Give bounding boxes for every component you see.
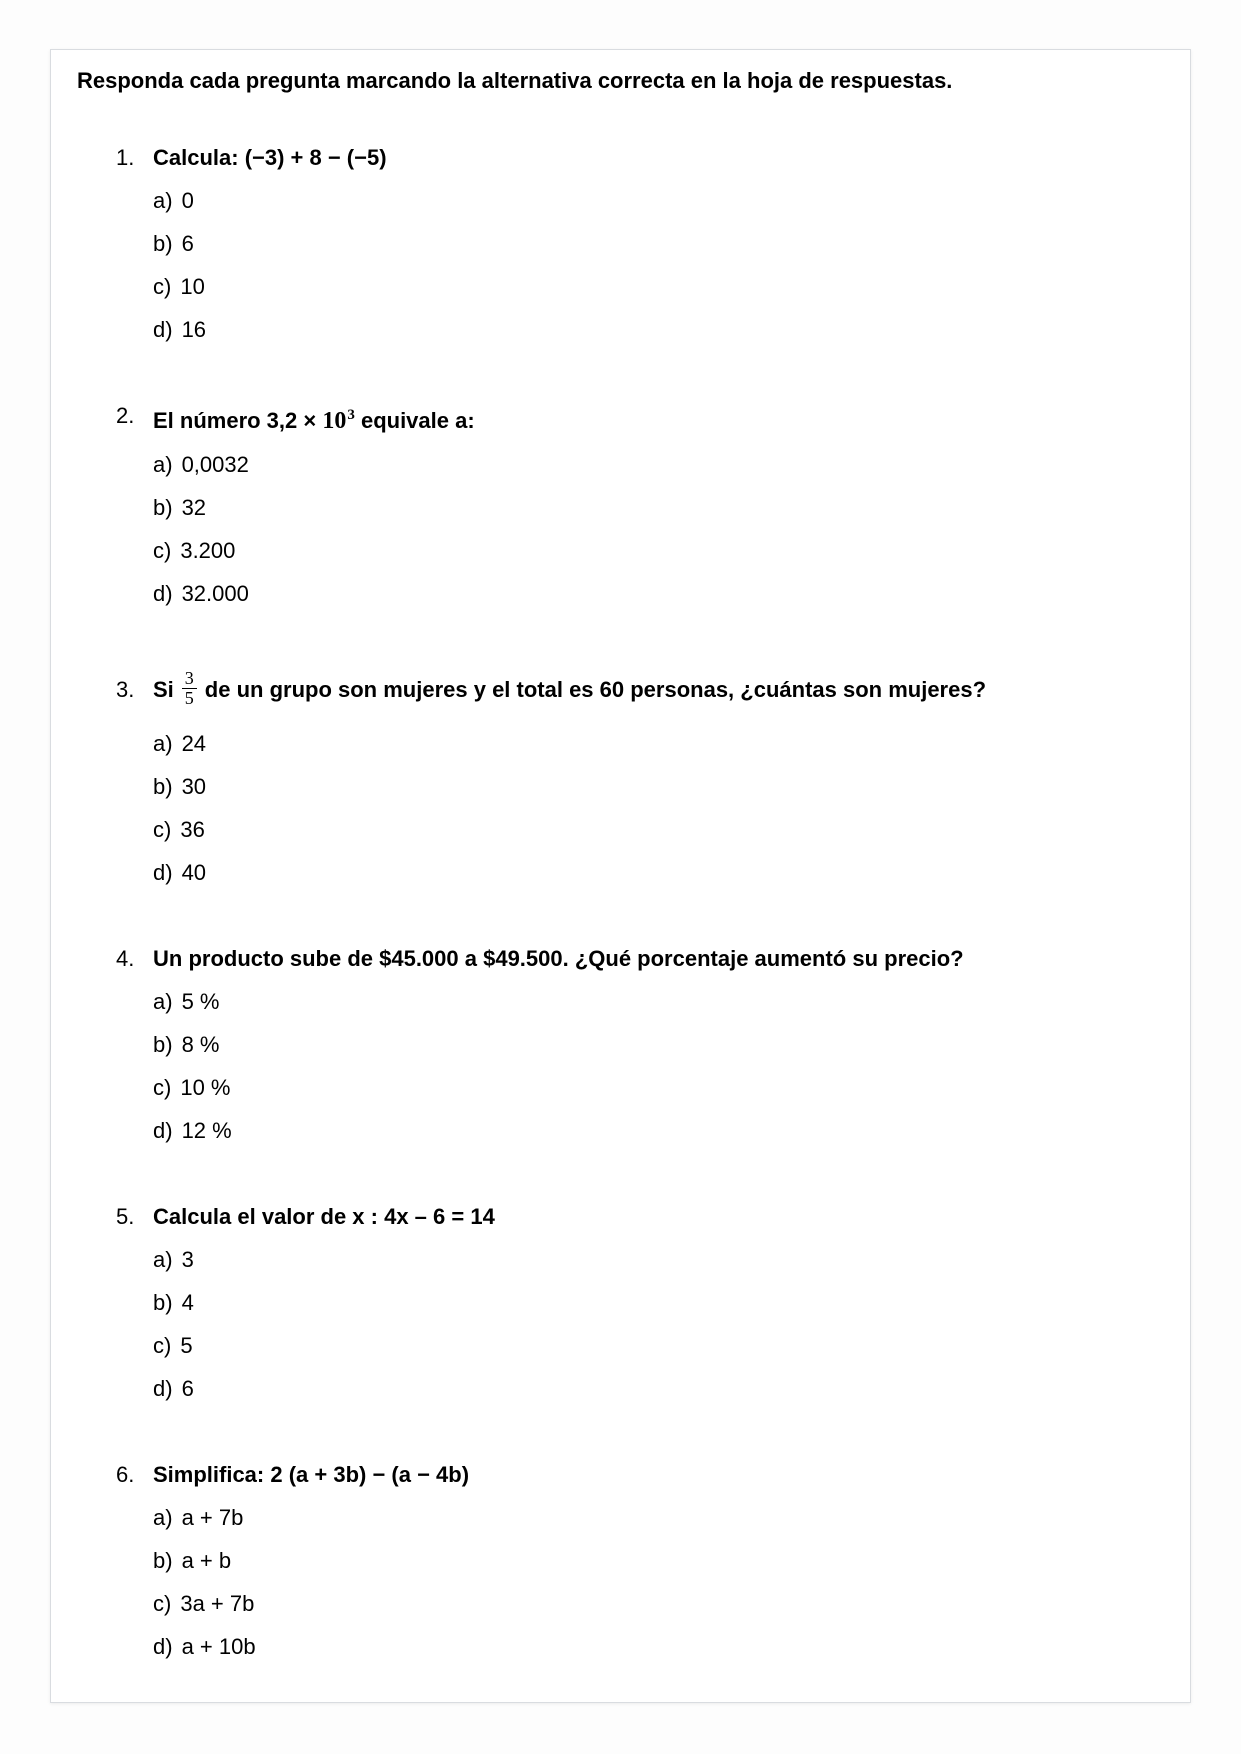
option-row	[51, 529, 1190, 572]
option-label: c)	[153, 274, 172, 299]
option-value: 16	[181, 317, 207, 342]
option-label: b)	[153, 231, 173, 256]
option-row	[51, 1367, 1190, 1410]
option-value: 10	[180, 274, 205, 299]
option-row	[51, 308, 1190, 351]
document-page	[50, 49, 1191, 1703]
option-value: 32.000	[181, 581, 249, 606]
option-label: c)	[153, 1333, 172, 1358]
math-base: 10	[322, 408, 347, 434]
option-value: 30	[181, 774, 207, 799]
question-block-1	[51, 136, 1190, 351]
option-label: a)	[153, 1247, 173, 1272]
option-row	[51, 1109, 1190, 1152]
option-row	[51, 1582, 1190, 1625]
page-content	[51, 50, 1190, 1668]
option-label: d)	[153, 317, 173, 342]
option-row	[51, 765, 1190, 808]
option-label: a)	[153, 731, 173, 756]
question-block-6	[51, 1453, 1190, 1668]
option-label: d)	[153, 1634, 173, 1659]
option-row	[51, 572, 1190, 615]
option-value: a + b	[181, 1548, 232, 1573]
math-power	[322, 408, 355, 434]
option-label: c)	[153, 1591, 172, 1616]
option-value: 5 %	[181, 989, 220, 1014]
option-row	[51, 1496, 1190, 1539]
option-value: 32	[181, 495, 207, 520]
option-row	[51, 1281, 1190, 1324]
option-value: 3	[181, 1247, 194, 1272]
question-block-2	[51, 394, 1190, 615]
option-label: a)	[153, 188, 173, 213]
question-number: 6.	[116, 1462, 135, 1487]
option-label: b)	[153, 1032, 173, 1057]
question-text: Calcula el valor de x : 4x – 6 = 14	[153, 1204, 495, 1229]
option-row	[51, 722, 1190, 765]
option-label: c)	[153, 817, 172, 842]
question-heading	[51, 1453, 1190, 1496]
option-label: b)	[153, 1290, 173, 1315]
question-text: Un producto sube de $45.000 a $49.500. ¿Qué porcentaje aumentó su precio?	[153, 946, 964, 971]
fraction-numerator: 3	[184, 667, 194, 688]
question-heading	[51, 394, 1190, 443]
option-row	[51, 1539, 1190, 1582]
option-value: 12 %	[181, 1118, 232, 1143]
option-row	[51, 179, 1190, 222]
option-label: d)	[153, 1118, 173, 1143]
math-exponent: 3	[347, 407, 355, 423]
option-value: 0	[181, 188, 194, 213]
option-label: a)	[153, 1505, 173, 1530]
question-heading	[51, 1195, 1190, 1238]
question-text: Simplifica: 2 (a + 3b) − (a − 4b)	[153, 1462, 470, 1487]
option-value: 4	[181, 1290, 194, 1315]
option-row	[51, 980, 1190, 1023]
option-value: a + 7b	[181, 1505, 244, 1530]
option-row	[51, 808, 1190, 851]
option-value: 6	[181, 231, 194, 256]
question-number: 2.	[116, 403, 135, 428]
option-label: d)	[153, 860, 173, 885]
option-row	[51, 486, 1190, 529]
option-value: 10 %	[180, 1075, 231, 1100]
option-label: d)	[153, 581, 173, 606]
option-label: c)	[153, 538, 172, 563]
option-label: a)	[153, 989, 173, 1014]
option-value: a + 10b	[181, 1634, 256, 1659]
option-value: 0,0032	[181, 452, 249, 477]
option-value: 3a + 7b	[180, 1591, 255, 1616]
option-value: 40	[181, 860, 207, 885]
option-row	[51, 1023, 1190, 1066]
question-block-4	[51, 937, 1190, 1152]
question-text-before: El número 3,2 ×	[153, 408, 323, 433]
option-label: c)	[153, 1075, 172, 1100]
question-number: 4.	[116, 946, 135, 971]
question-text-before: Si	[153, 677, 174, 702]
question-heading	[51, 937, 1190, 980]
question-text-after: equivale a:	[354, 408, 475, 433]
option-row	[51, 1238, 1190, 1281]
option-value: 24	[181, 731, 207, 756]
fraction-denominator: 5	[182, 688, 197, 708]
option-row	[51, 265, 1190, 308]
option-label: b)	[153, 495, 173, 520]
option-row	[51, 222, 1190, 265]
instruction-text: Responda cada pregunta marcando la alternativa correcta en la hoja de respuestas.	[77, 68, 953, 93]
question-number: 5.	[116, 1204, 135, 1229]
fraction	[182, 669, 197, 709]
option-row	[51, 1066, 1190, 1109]
question-text: Calcula: (−3) + 8 − (−5)	[153, 145, 387, 170]
question-number: 3.	[116, 677, 135, 702]
question-block-5	[51, 1195, 1190, 1410]
option-row	[51, 1625, 1190, 1668]
option-label: d)	[153, 1376, 173, 1401]
option-row	[51, 443, 1190, 486]
question-text-after: de un grupo son mujeres y el total es 60 personas, ¿cuántas son mujeres?	[204, 677, 987, 702]
question-number: 1.	[116, 145, 135, 170]
option-row	[51, 1324, 1190, 1367]
option-row	[51, 851, 1190, 894]
question-heading	[51, 658, 1190, 722]
option-label: b)	[153, 1548, 173, 1573]
option-value: 36	[180, 817, 205, 842]
question-heading	[51, 136, 1190, 179]
option-value: 5	[180, 1333, 193, 1358]
option-label: a)	[153, 452, 173, 477]
option-value: 6	[181, 1376, 194, 1401]
question-block-3	[51, 658, 1190, 894]
option-value: 8 %	[181, 1032, 220, 1057]
option-value: 3.200	[180, 538, 236, 563]
option-label: b)	[153, 774, 173, 799]
